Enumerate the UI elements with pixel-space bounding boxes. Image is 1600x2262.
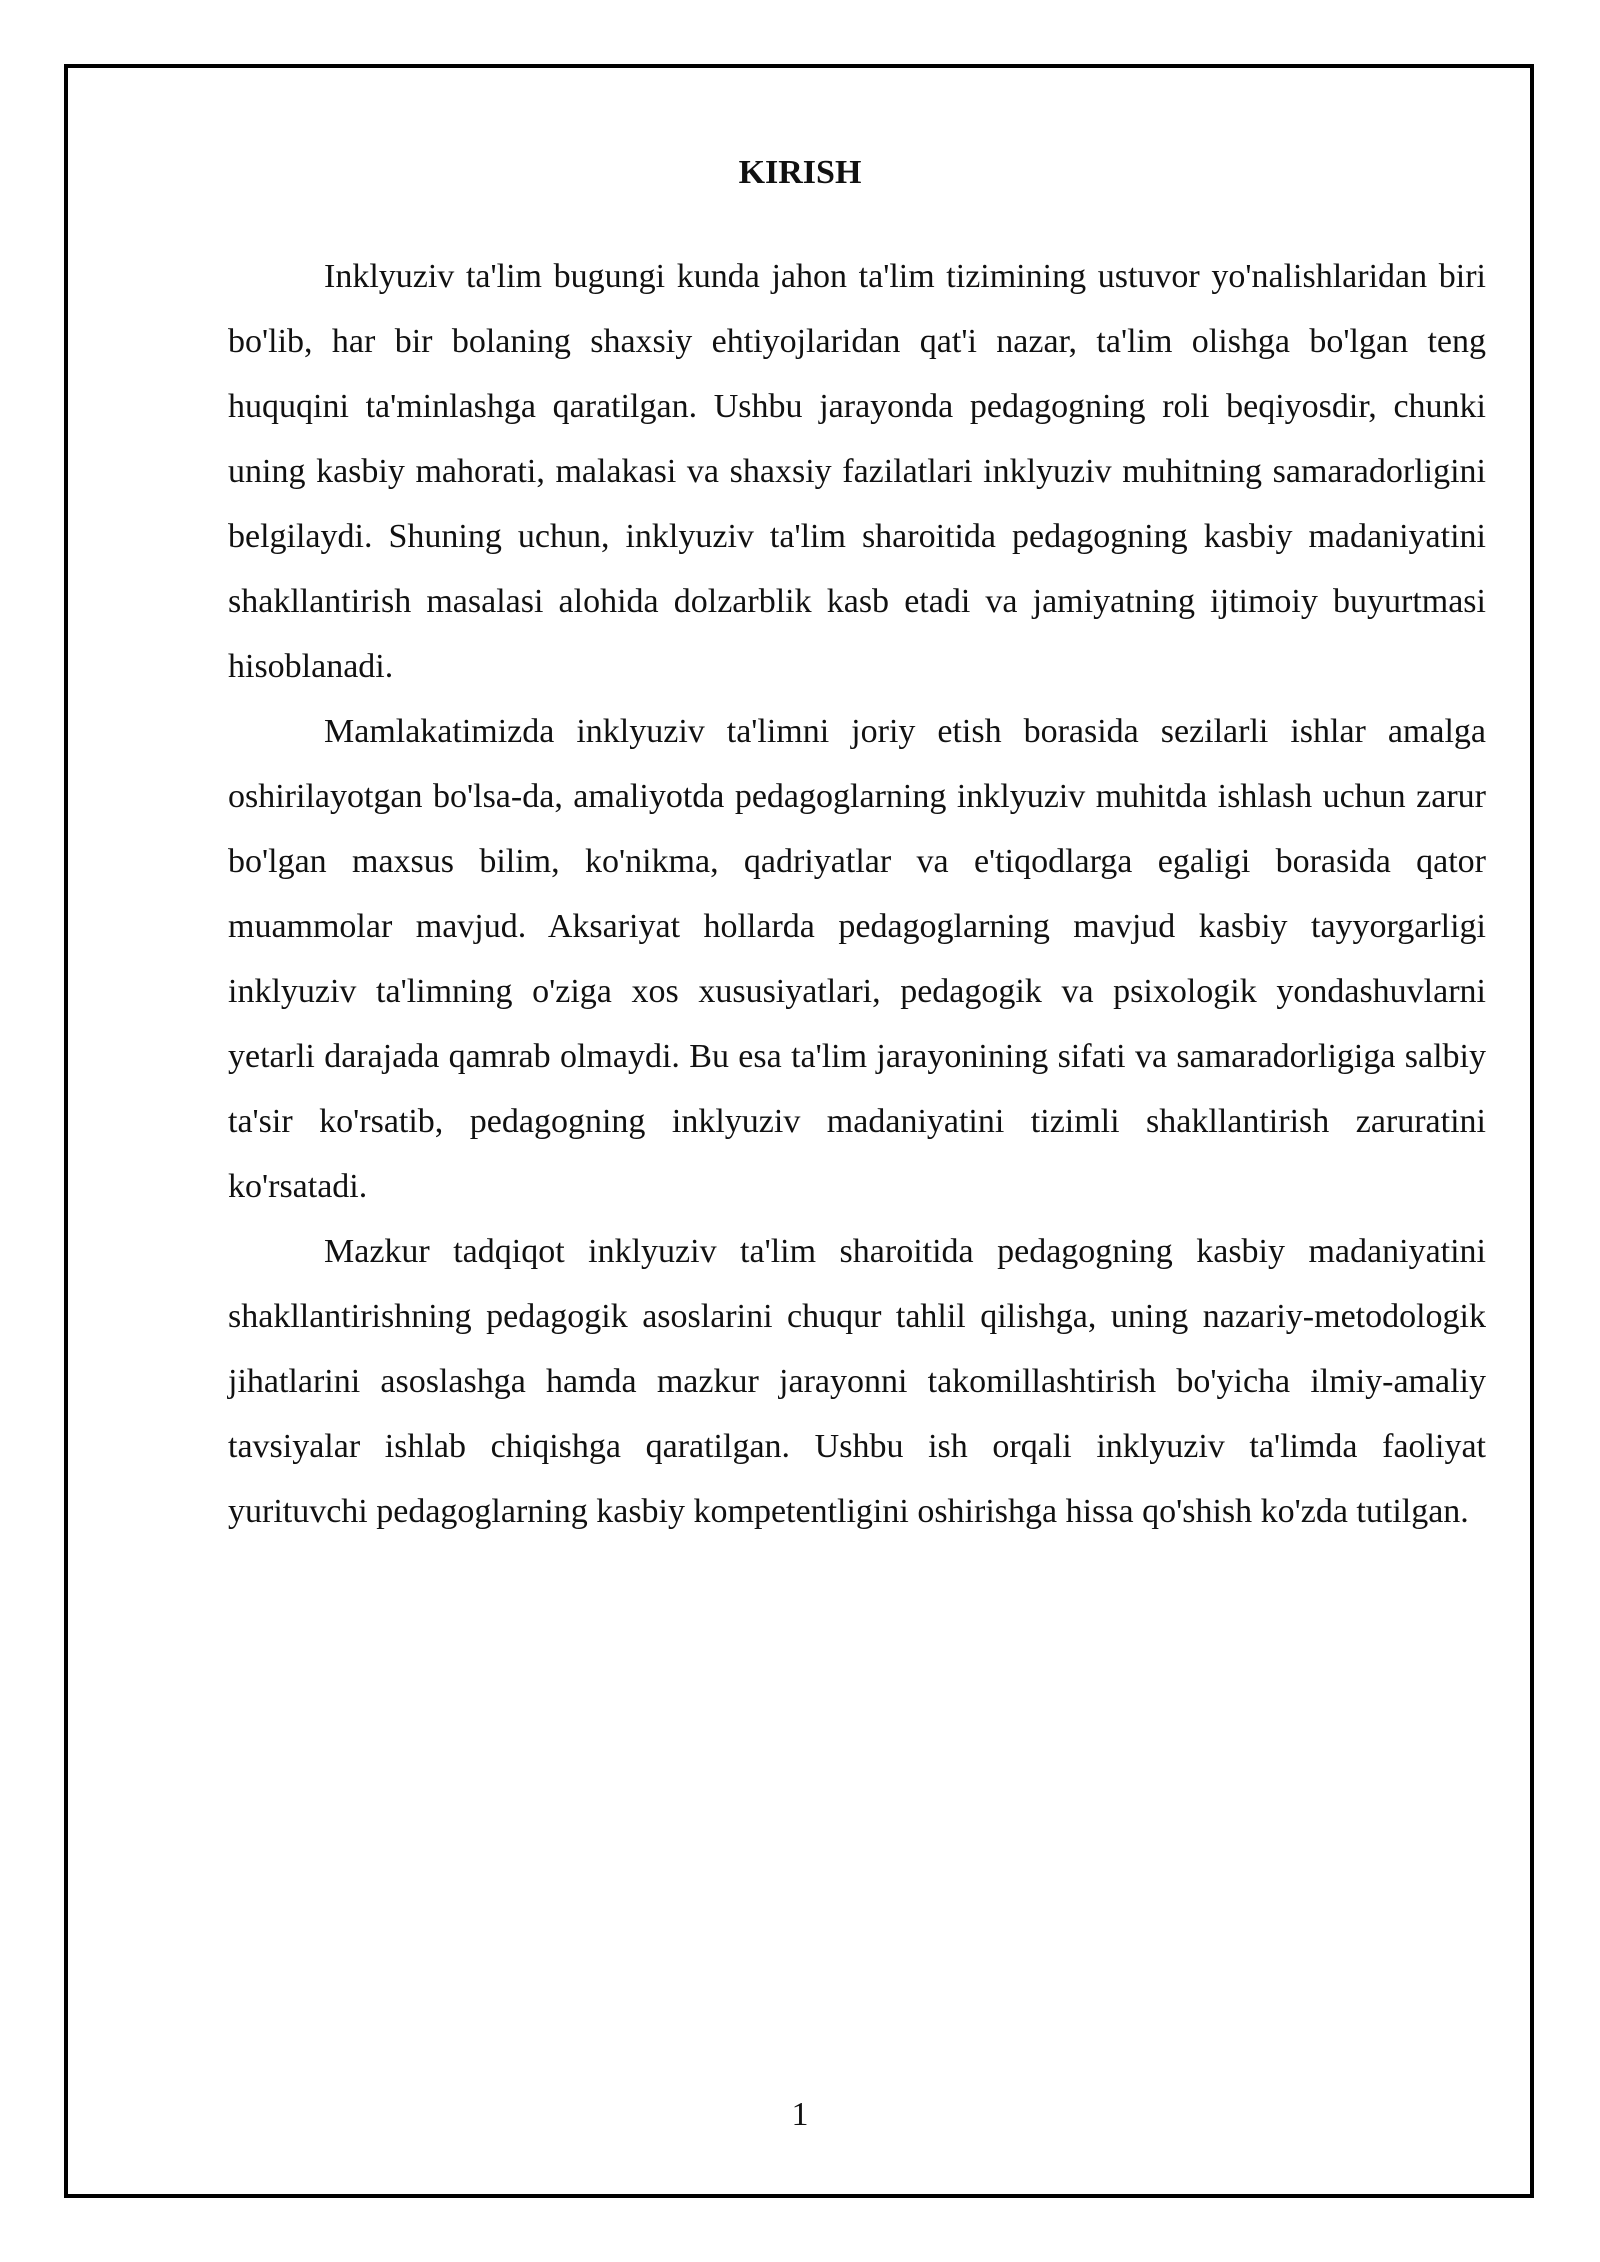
page-number: 1 (791, 2096, 809, 2133)
paragraph-2: Mamlakatimizda inklyuziv ta'limni joriy etish borasida sezilarli ishlar amalga oshirilayotgan bo'lsa-da, amaliyotda pedagoglarning inklyuziv muhitda ishlash uchun zarur bo'lgan maxsus bilim, ko'nikma, qadriyatlar va e'tiqodlarga egaligi borasida qator muammolar mavjud. Aksariyat hollarda pedagoglarning mavjud kasbiy tayyorgarligi inklyuziv ta'limning o'ziga xos xususiyatlari, pedagogik va psixologik yondashuvlarni yetarli darajada qamrab olmaydi. Bu esa ta'lim jarayonining sifati va samaradorligiga salbiy ta'sir ko'rsatib, pedagogning inklyuziv madaniyatini tizimli shakllantirish zaruratini ko'rsatadi. (228, 713, 1486, 1205)
document-body (228, 244, 1486, 1544)
page-title: KIRISH (738, 154, 862, 191)
paragraph-3: Mazkur tadqiqot inklyuziv ta'lim sharoitida pedagogning kasbiy madaniyatini shakllantirishning pedagogik asoslarini chuqur tahlil qilishga, uning nazariy-metodologik jihatlarini asoslashga hamda mazkur jarayonni takomillashtirish bo'yicha ilmiy-amaliy tavsiyalar ishlab chiqishga qaratilgan. Ushbu ish orqali inklyuziv ta'limda faoliyat yurituvchi pedagoglarning kasbiy kompetentligini oshirishga hissa qo'shish ko'zda tutilgan. (228, 1233, 1486, 1530)
paragraph-1: Inklyuziv ta'lim bugungi kunda jahon ta'lim tizimining ustuvor yo'nalishlaridan biri bo'lib, har bir bolaning shaxsiy ehtiyojlaridan qat'i nazar, ta'lim olishga bo'lgan teng huquqini ta'minlashga qaratilgan. Ushbu jarayonda pedagogning roli beqiyosdir, chunki uning kasbiy mahorati, malakasi va shaxsiy fazilatlari inklyuziv muhitning samaradorligini belgilaydi. Shuning uchun, inklyuziv ta'lim sharoitida pedagogning kasbiy madaniyatini shakllantirish masalasi alohida dolzarblik kasb etadi va jamiyatning ijtimoiy buyurtmasi hisoblanadi. (228, 258, 1486, 685)
